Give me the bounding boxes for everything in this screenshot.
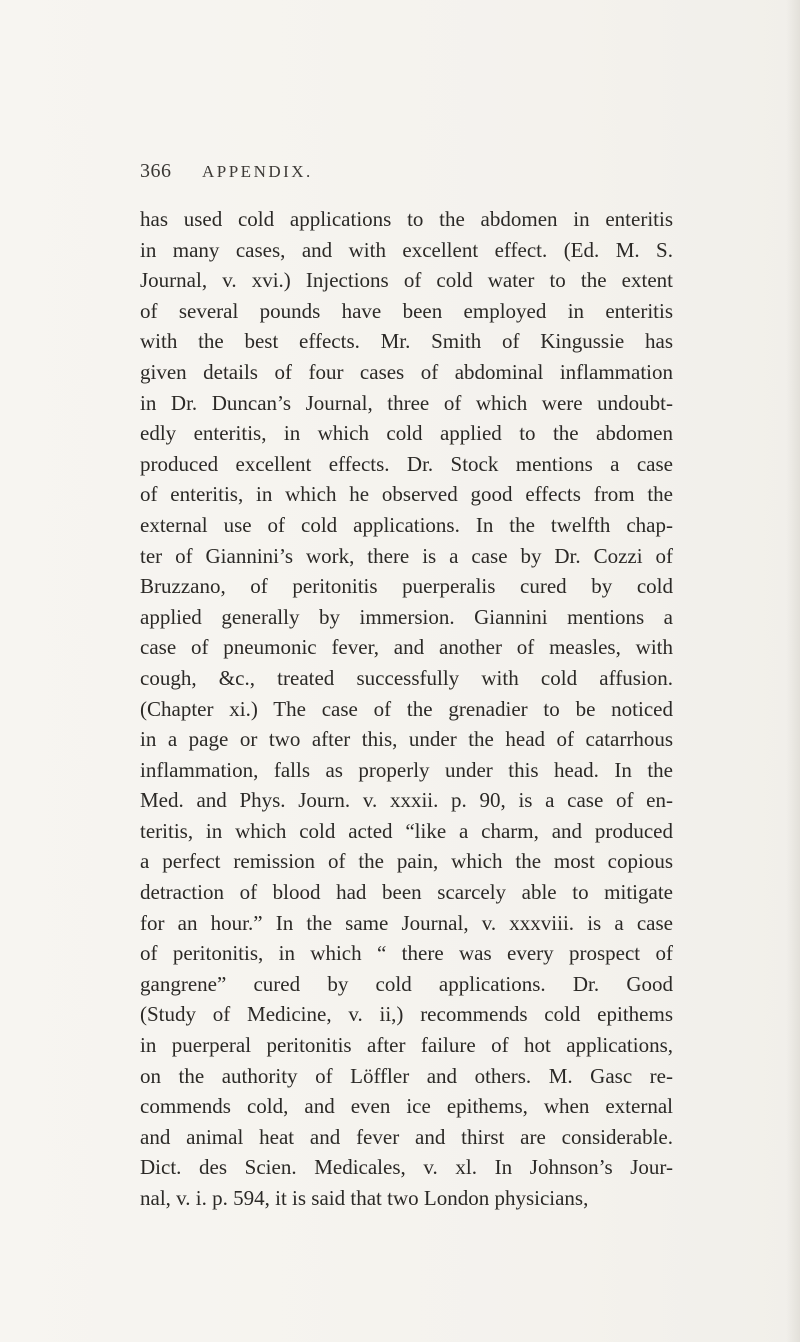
page-header — [140, 160, 660, 192]
text-line: of enteritis, in which he observed good effects from the — [140, 482, 673, 507]
text-line: teritis, in which cold acted “like a charm, and produced — [140, 818, 673, 843]
text-line: Dict. des Scien. Medicales, v. xl. In Johnson’s Jour- — [140, 1155, 673, 1180]
text-line: applied generally by immersion. Giannini mentions a — [140, 604, 673, 629]
text-line: Journal, v. xvi.) Injections of cold water to the extent — [140, 268, 673, 293]
text-line: cough, &c., treated successfully with cold affusion. — [140, 665, 673, 690]
text-line: given details of four cases of abdominal inflammation — [140, 359, 673, 384]
text-line: produced excellent effects. Dr. Stock mentions a case — [140, 451, 673, 476]
page-edge-shadow — [786, 0, 800, 1342]
text-line: inflammation, falls as properly under this head. In the — [140, 757, 673, 782]
text-line: has used cold applications to the abdomen in enteritis — [140, 207, 673, 231]
page-number: 366 — [140, 160, 172, 182]
text-line: gangrene” cured by cold applications. Dr. Good — [140, 971, 673, 996]
text-line: (Chapter xi.) The case of the grenadier to be noticed — [140, 696, 673, 721]
text-line: and animal heat and fever and thirst are considerable. — [140, 1124, 673, 1149]
text-line: external use of cold applications. In the twelfth chap- — [140, 512, 673, 537]
text-line: (Study of Medicine, v. ii,) recommends cold epithems — [140, 1002, 673, 1027]
text-line: in Dr. Duncan’s Journal, three of which were undoubt- — [140, 390, 673, 415]
text-line: Med. and Phys. Journ. v. xxxii. p. 90, is a case of en- — [140, 788, 673, 813]
text-line: on the authority of Löffler and others. M. Gasc re- — [140, 1063, 673, 1088]
text-line: in puerperal peritonitis after failure of hot applications, — [140, 1033, 673, 1058]
text-line: in a page or two after this, under the head of catarrhous — [140, 727, 673, 752]
text-line: edly enteritis, in which cold applied to the abdomen — [140, 421, 673, 446]
body-paragraph — [140, 204, 673, 1214]
text-line: of peritonitis, in which “ there was every prospect of — [140, 941, 673, 966]
text-line: a perfect remission of the pain, which the most copious — [140, 849, 673, 874]
text-line: ter of Giannini’s work, there is a case by Dr. Cozzi of — [140, 543, 673, 568]
running-head: APPENDIX. — [202, 162, 313, 181]
text-line: Bruzzano, of peritonitis puerperalis cured by cold — [140, 574, 673, 599]
text-line: in many cases, and with excellent effect. (Ed. M. S. — [140, 237, 673, 262]
text-line: commends cold, and even ice epithems, when external — [140, 1094, 673, 1119]
text-line: nal, v. i. p. 594, it is said that two London physicians, — [140, 1186, 589, 1210]
text-line: detraction of blood had been scarcely able to mitigate — [140, 880, 673, 905]
text-line: of several pounds have been employed in enteritis — [140, 298, 673, 323]
text-line: case of pneumonic fever, and another of measles, with — [140, 635, 673, 660]
text-line: for an hour.” In the same Journal, v. xxxviii. is a case — [140, 910, 673, 935]
text-line: with the best effects. Mr. Smith of Kingussie has — [140, 329, 673, 354]
